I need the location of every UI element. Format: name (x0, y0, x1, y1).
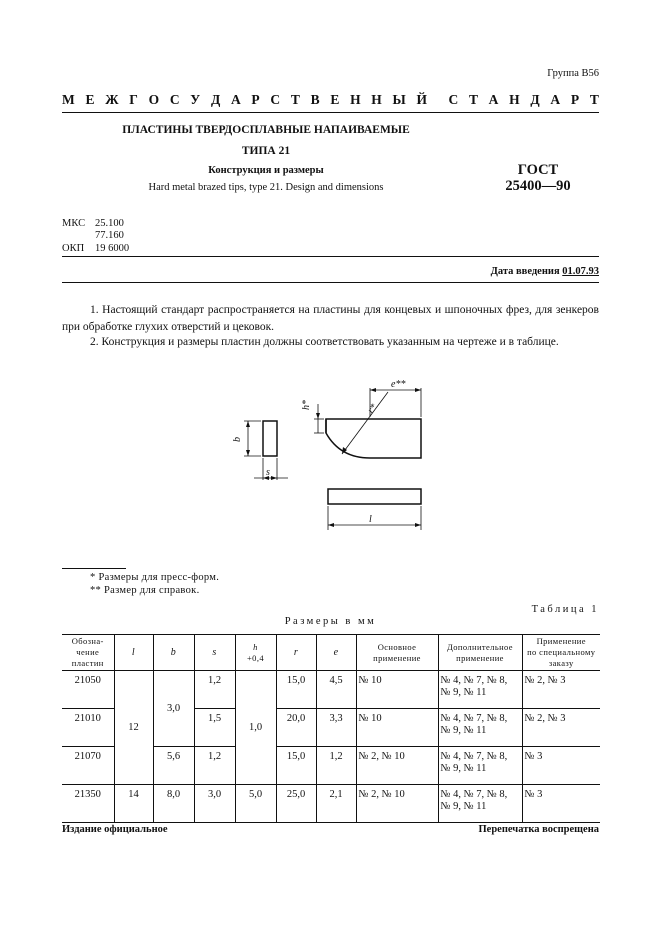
interstate-letter: У (190, 92, 201, 107)
standard-type: ТИПА 21 (241, 145, 291, 157)
codes-rule (62, 256, 599, 257)
introduction-date: Дата введения 01.07.93 (490, 266, 599, 277)
interstate-letter: Й (416, 92, 428, 107)
dimensions-table (62, 634, 600, 823)
code-row: ОКП 19 6000 (62, 242, 130, 254)
tip-drawing (230, 372, 450, 534)
table-header-row (62, 635, 600, 671)
table-caption: Таблица 1 (531, 604, 599, 615)
interstate-letter: Р (251, 92, 260, 107)
interstate-letter: Ж (105, 92, 119, 107)
interstate-letter: Р (570, 92, 580, 107)
footnote-2: ** Размер для справок. (90, 585, 200, 596)
interstate-letter: Ы (392, 92, 406, 107)
date-rule (62, 282, 599, 283)
interstate-letter: Н (509, 92, 520, 107)
gost-label: ГОСТ (517, 162, 559, 178)
interstate-letter: Т (589, 92, 599, 107)
official-edition: Издание официальное (62, 824, 168, 835)
table-row: 21350 14 8,0 3,0 5,0 25,0 2,1 № 2, № 10 № 4, № 7, № 8, № 9, № 11 № 3 (62, 785, 600, 823)
table-units: Размеры в мм (284, 616, 377, 627)
col-e: e (316, 635, 356, 671)
interstate-letter: Т (290, 92, 300, 107)
bottom-view (328, 489, 421, 504)
code-row: МКС 25.100 (62, 218, 124, 229)
col-b: b (153, 635, 194, 671)
side-view (263, 421, 277, 456)
footnote-rule (62, 568, 126, 569)
introduction-date-value: 01.07.93 (562, 266, 599, 277)
interstate-standard-heading (62, 92, 599, 108)
interstate-letter: Г (129, 92, 138, 107)
interstate-letter: Е (330, 92, 340, 107)
table-row: 21050 12 3,0 1,2 1,0 15,0 4,5 № 10 № 4, № 7, № 8, № 9, № 11 № 2, № 3 (62, 671, 600, 709)
col-h: h +0,4 (235, 635, 276, 671)
standard-english-title: Hard metal brazed tips, type 21. Design and dimensions (148, 182, 384, 193)
classification-codes (62, 218, 129, 255)
col-main-use: Основное применение (356, 635, 438, 671)
col-extra-use: Дополнительное применение (438, 635, 522, 671)
interstate-letter: В (310, 92, 320, 107)
label-b: b (232, 437, 243, 442)
interstate-letter: С (270, 92, 281, 107)
interstate-letter: О (148, 92, 160, 107)
header-rule (62, 112, 599, 113)
col-designation: Обозна- чение пластин (62, 635, 114, 671)
footnote-1: * Размеры для пресс-форм. (90, 572, 220, 583)
col-s: s (194, 635, 235, 671)
interstate-letter: Д (530, 92, 540, 107)
col-r: r (276, 635, 316, 671)
code-row: 77.160 (95, 230, 124, 242)
interstate-letter: С (169, 92, 180, 107)
interstate-letter: Д (210, 92, 221, 107)
interstate-letter: А (550, 92, 561, 107)
interstate-letter: М (62, 92, 75, 107)
interstate-letter: Н (371, 92, 382, 107)
label-r: r* (365, 402, 380, 416)
col-l: l (114, 635, 153, 671)
group-code: Группа В56 (547, 68, 599, 79)
standard-subtitle: Конструкция и размеры (208, 165, 324, 176)
reprint-prohibited: Перепечатка воспрещена (478, 824, 599, 835)
gost-number: 25400—90 (505, 178, 571, 194)
table-row: 21070 5,6 1,2 15,0 1,2 № 2, № 10 № 4, № 7, № 8, № 9, № 11 № 3 (62, 747, 600, 785)
label-l: l (369, 514, 372, 525)
label-e: e** (391, 379, 406, 390)
interstate-letter: Е (85, 92, 95, 107)
interstate-letter: А (488, 92, 499, 107)
main-view (326, 419, 421, 458)
col-special-order: Применение по специальному заказу (522, 635, 600, 671)
interstate-letter: Н (350, 92, 361, 107)
interstate-letter: С (448, 92, 459, 107)
standard-title: ПЛАСТИНЫ ТВЕРДОСПЛАВНЫЕ НАПАИВАЕМЫЕ (122, 124, 410, 136)
label-h: h* (301, 400, 312, 410)
label-s: s (266, 467, 270, 478)
table-row: 21010 1,5 20,0 3,3 № 10 № 4, № 7, № 8, № 9, № 11 № 2, № 3 (62, 709, 600, 747)
interstate-letter: Т (468, 92, 478, 107)
paragraph-1: 1. Настоящий стандарт распространяется на пластины для концевых и шпоночных фрез, для зенкеров при обработке глухих отверстий и цековок. (62, 304, 599, 333)
interstate-letter: А (230, 92, 241, 107)
paragraph-2: 2. Конструкция и размеры пластин должны соответствовать указанным на чертеже и в таблице. (90, 336, 559, 348)
